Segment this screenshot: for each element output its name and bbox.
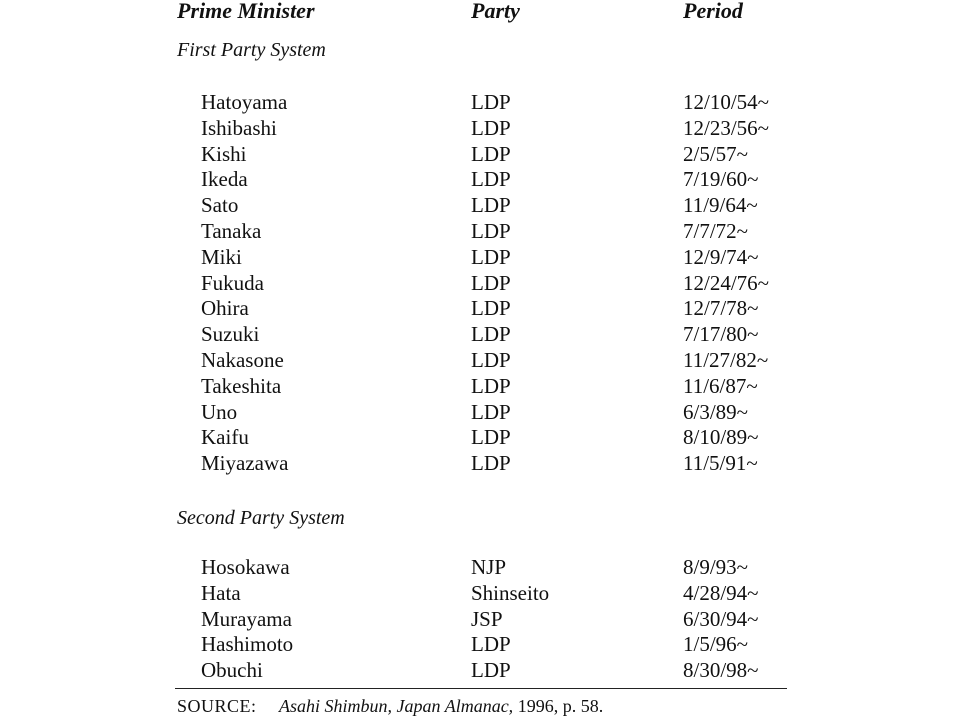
cell-party: LDP xyxy=(471,244,511,269)
cell-period: 1/5/96~ xyxy=(683,632,749,657)
cell-name: Miyazawa xyxy=(201,451,289,476)
cell-name: Nakasone xyxy=(201,347,284,372)
cell-name: Ikeda xyxy=(201,167,248,192)
cell-party: LDP xyxy=(471,270,511,295)
table-row xyxy=(0,632,960,658)
table-row xyxy=(0,167,960,193)
source-publication: Asahi Shimbun, Japan Almanac, xyxy=(279,696,514,716)
cell-name: Suzuki xyxy=(201,322,260,347)
cell-period: 12/10/54~ xyxy=(683,90,770,114)
table-row xyxy=(0,271,960,297)
table-row xyxy=(0,296,960,322)
cell-period: 2/5/57~ xyxy=(683,141,749,166)
cell-name: Ishibashi xyxy=(201,115,277,140)
cell-party: LDP xyxy=(471,632,511,657)
table-row xyxy=(0,425,960,451)
cell-name: Hatoyama xyxy=(201,90,288,114)
cell-party: LDP xyxy=(471,167,511,192)
cell-period: 7/17/80~ xyxy=(683,322,759,347)
cell-name: Hata xyxy=(201,580,241,605)
cell-period: 6/30/94~ xyxy=(683,606,759,631)
cell-party: NJP xyxy=(471,555,507,579)
cell-period: 8/30/98~ xyxy=(683,658,759,683)
table-row xyxy=(0,581,960,607)
table-row xyxy=(0,451,960,477)
cell-party: LDP xyxy=(471,373,511,398)
cell-party: JSP xyxy=(471,606,503,631)
cell-period: 12/23/56~ xyxy=(683,115,770,140)
table-row xyxy=(0,658,960,684)
cell-party: LDP xyxy=(471,218,511,243)
table-row xyxy=(0,348,960,374)
cell-period: 11/9/64~ xyxy=(683,193,758,218)
cell-period: 12/9/74~ xyxy=(683,244,759,269)
cell-period: 12/24/76~ xyxy=(683,270,770,295)
cell-party: LDP xyxy=(471,451,511,476)
table-row xyxy=(0,193,960,219)
cell-period: 4/28/94~ xyxy=(683,580,759,605)
cell-party: LDP xyxy=(471,193,511,218)
cell-name: Fukuda xyxy=(201,270,264,295)
table-row xyxy=(0,607,960,633)
cell-name: Tanaka xyxy=(201,218,262,243)
cell-party: LDP xyxy=(471,347,511,372)
cell-name: Hashimoto xyxy=(201,632,294,657)
cell-name: Kishi xyxy=(201,141,247,166)
cell-party: Shinseito xyxy=(471,580,550,605)
cell-party: LDP xyxy=(471,322,511,347)
cell-name: Obuchi xyxy=(201,658,263,683)
cell-period: 8/9/93~ xyxy=(683,555,749,579)
source-label: SOURCE: xyxy=(177,696,257,716)
cell-name: Ohira xyxy=(201,296,249,321)
table-row xyxy=(0,116,960,142)
table-row xyxy=(0,245,960,271)
table-bottom-rule xyxy=(175,688,787,689)
cell-name: Kaifu xyxy=(201,425,249,450)
cell-period: 12/7/78~ xyxy=(683,296,759,321)
cell-period: 7/7/72~ xyxy=(683,218,749,243)
table-row xyxy=(0,142,960,168)
header-prime-minister: Prime Minister xyxy=(177,0,315,23)
cell-name: Sato xyxy=(201,193,239,218)
cell-party: LDP xyxy=(471,141,511,166)
source-detail: 1996, p. 58. xyxy=(517,696,604,716)
table-group-second-party-system xyxy=(0,555,960,684)
cell-party: LDP xyxy=(471,296,511,321)
cell-party: LDP xyxy=(471,399,511,424)
table-row xyxy=(0,219,960,245)
cell-name: Murayama xyxy=(201,606,292,631)
cell-period: 11/6/87~ xyxy=(683,373,758,398)
cell-party: LDP xyxy=(471,90,511,114)
table-group-first-party-system xyxy=(0,90,960,477)
table-row xyxy=(0,555,960,581)
table-row xyxy=(0,322,960,348)
table-row xyxy=(0,374,960,400)
cell-period: 6/3/89~ xyxy=(683,399,749,424)
cell-party: LDP xyxy=(471,658,511,683)
source-note xyxy=(177,694,603,718)
cell-name: Hosokawa xyxy=(201,555,290,579)
cell-period: 7/19/60~ xyxy=(683,167,759,192)
cell-name: Uno xyxy=(201,399,238,424)
section-label-second-party-system: Second Party System xyxy=(177,507,345,529)
cell-name: Takeshita xyxy=(201,373,282,398)
cell-period: 11/27/82~ xyxy=(683,347,769,372)
cell-period: 8/10/89~ xyxy=(683,425,759,450)
table-row xyxy=(0,90,960,116)
cell-party: LDP xyxy=(471,425,511,450)
header-party: Party xyxy=(471,0,520,23)
cell-period: 11/5/91~ xyxy=(683,451,758,476)
table-row xyxy=(0,400,960,426)
section-label-first-party-system: First Party System xyxy=(177,39,326,61)
header-period: Period xyxy=(683,0,743,23)
cell-party: LDP xyxy=(471,115,511,140)
cell-name: Miki xyxy=(201,244,242,269)
